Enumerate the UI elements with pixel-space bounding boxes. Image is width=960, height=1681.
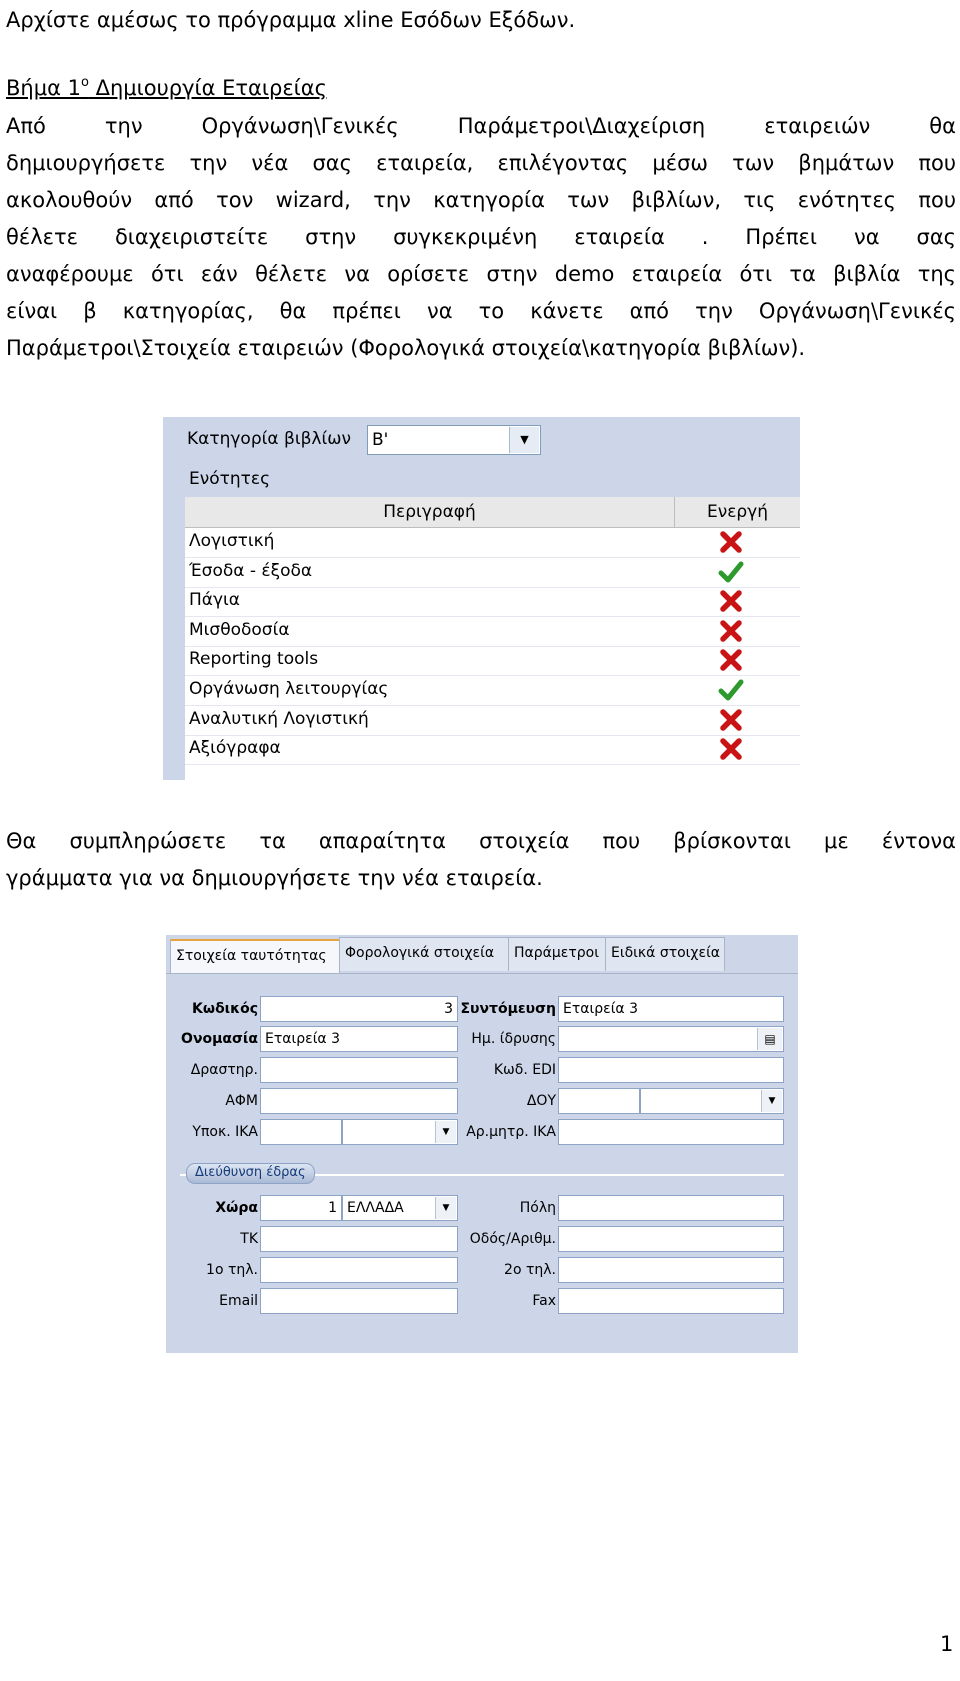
label-activity: Δραστηρ. — [190, 1062, 258, 1078]
activity-field[interactable] — [260, 1057, 458, 1083]
paragraph-line: θέλετε διαχειριστείτε στην συγκεκριμένη εταιρεία . Πρέπει να σας — [6, 225, 956, 249]
doy-select[interactable] — [640, 1088, 784, 1114]
tab-divider — [166, 973, 798, 974]
column-header-description[interactable]: Περιγραφή — [185, 497, 675, 527]
label-tk: ΤΚ — [240, 1231, 258, 1247]
label-afm: ΑΦΜ — [225, 1093, 258, 1109]
section-name: Πάγια — [189, 590, 241, 611]
sections-label: Ενότητες — [189, 469, 271, 489]
step-number: Βήμα $1^o$ — [6, 75, 89, 100]
ika-branch-select[interactable] — [342, 1119, 458, 1145]
company-form-screenshot — [166, 935, 798, 1353]
paragraph-line: δημιουργήσετε την νέα σας εταιρεία, επιλέγοντας μέσω των βημάτων που — [6, 151, 956, 175]
tab-parameters[interactable]: Παράμετροι — [508, 937, 606, 971]
section-name: Αξιόγραφα — [189, 738, 281, 759]
checkmark-icon[interactable] — [718, 559, 744, 585]
label-city: Πόλη — [519, 1200, 556, 1216]
address-group-label: Διεύθυνση έδρας — [186, 1163, 315, 1184]
section-name: Λογιστική — [189, 531, 275, 551]
chevron-down-icon[interactable]: ▼ — [435, 1197, 456, 1219]
city-field[interactable] — [558, 1195, 784, 1221]
cross-icon[interactable] — [718, 707, 744, 733]
table-row[interactable] — [185, 646, 800, 676]
fax-field[interactable] — [558, 1288, 784, 1314]
chevron-down-icon[interactable]: ▼ — [761, 1090, 782, 1112]
label-edi: Κωδ. EDI — [493, 1062, 556, 1078]
cross-icon[interactable] — [718, 588, 744, 614]
cross-icon[interactable] — [718, 736, 744, 762]
section-name: Reporting tools — [189, 649, 319, 670]
ika-branch-code-field[interactable] — [260, 1119, 342, 1145]
paragraph-line: ακολουθούν από τον wizard, την κατηγορία των βιβλίων, τις ενότητες που — [6, 188, 956, 212]
tab-special-details[interactable]: Ειδικά στοιχεία — [605, 937, 725, 971]
table-row[interactable] — [185, 706, 800, 736]
label-street: Οδός/Αριθμ. — [469, 1231, 556, 1247]
label-code: Κωδικός — [192, 1001, 258, 1017]
section-name: Οργάνωση λειτουργίας — [189, 679, 389, 699]
table-row[interactable] — [185, 558, 800, 588]
table-row[interactable] — [185, 587, 800, 617]
tab-identity[interactable]: Στοιχεία ταυτότητας — [170, 939, 340, 974]
paragraph-line: είναι β κατηγορίας, θα πρέπει να το κάνετε από την Οργάνωση\Γενικές — [6, 299, 956, 323]
sections-grid — [185, 497, 800, 780]
table-row[interactable] — [185, 676, 800, 706]
grid-header — [185, 497, 800, 528]
paragraph-line: αναφέρουμε ότι εάν θέλετε να ορίσετε στην demo εταιρεία ότι τα βιβλία της — [6, 262, 956, 286]
section-name: Έσοδα - έξοδα — [189, 560, 313, 581]
doy-code-field[interactable] — [558, 1088, 640, 1114]
books-category-select[interactable] — [367, 425, 541, 455]
checkmark-icon[interactable] — [718, 677, 744, 703]
ika-reg-field[interactable] — [558, 1119, 784, 1145]
phone1-field[interactable] — [260, 1257, 458, 1283]
paragraph-line: Από την Οργάνωση\Γενικές Παράμετροι\Διαχείριση εταιρειών θα — [6, 114, 956, 138]
books-category-value: Β' — [372, 430, 389, 450]
label-doy: ΔΟΥ — [526, 1093, 556, 1109]
books-category-label: Κατηγορία βιβλίων — [187, 429, 351, 449]
table-row[interactable] — [185, 735, 800, 765]
intro-text: Αρχίστε αμέσως το πρόγραμμα xline Εσόδων Εξόδων. — [6, 8, 576, 32]
street-field[interactable] — [558, 1226, 784, 1252]
label-name: Ονομασία — [181, 1031, 258, 1047]
page-number: 1 — [940, 1632, 954, 1656]
step-heading — [6, 72, 956, 104]
afm-field[interactable] — [260, 1088, 458, 1114]
label-ika-branch: Υποκ. ΙΚΑ — [192, 1124, 258, 1140]
label-fax: Fax — [532, 1293, 556, 1309]
paragraph-2-line-1: Θα συμπληρώσετε τα απαραίτητα στοιχεία που βρίσκονται με έντονα — [6, 829, 956, 853]
sections-screenshot — [163, 417, 800, 780]
label-ika-reg: Αρ.μητρ. ΙΚΑ — [466, 1124, 556, 1140]
column-header-active[interactable]: Ενεργή — [706, 502, 769, 522]
founded-date-field[interactable] — [558, 1026, 784, 1052]
cross-icon[interactable] — [718, 618, 744, 644]
label-country: Χώρα — [215, 1200, 258, 1216]
section-name: Μισθοδοσία — [189, 619, 290, 640]
code-field[interactable]: 3 — [260, 996, 458, 1022]
country-value: ΕΛΛΑΔΑ — [347, 1200, 404, 1216]
paragraph-2-line-2: γράμματα για να δημιουργήσετε την νέα εταιρεία. — [6, 866, 543, 890]
label-phone1: 1ο τηλ. — [206, 1262, 258, 1278]
phone2-field[interactable] — [558, 1257, 784, 1283]
label-founded: Ημ. ίδρυσης — [471, 1031, 556, 1047]
country-select[interactable] — [342, 1195, 458, 1221]
table-row[interactable] — [185, 617, 800, 647]
paragraph-line: Παράμετροι\Στοιχεία εταιρειών (Φορολογικά στοιχεία\κατηγορία βιβλίων). — [6, 336, 806, 360]
label-email: Email — [219, 1293, 258, 1309]
table-row[interactable] — [185, 528, 800, 558]
step-title: Δημιουργία Εταιρείας — [88, 76, 327, 100]
short-field[interactable]: Εταιρεία 3 — [558, 996, 784, 1022]
chevron-down-icon[interactable]: ▼ — [509, 427, 539, 453]
tab-tax-details[interactable]: Φορολογικά στοιχεία — [339, 937, 509, 971]
country-code-field[interactable]: 1 — [260, 1195, 342, 1221]
tk-field[interactable] — [260, 1226, 458, 1252]
cross-icon[interactable] — [718, 529, 744, 555]
label-phone2: 2ο τηλ. — [504, 1262, 556, 1278]
edi-field[interactable] — [558, 1057, 784, 1083]
email-field[interactable] — [260, 1288, 458, 1314]
cross-icon[interactable] — [718, 647, 744, 673]
section-name: Αναλυτική Λογιστική — [189, 708, 369, 729]
name-field[interactable]: Εταιρεία 3 — [260, 1026, 458, 1052]
calendar-icon[interactable]: ▤ — [757, 1028, 782, 1050]
label-short: Συντόμευση — [460, 1001, 556, 1017]
chevron-down-icon[interactable]: ▼ — [435, 1121, 456, 1143]
